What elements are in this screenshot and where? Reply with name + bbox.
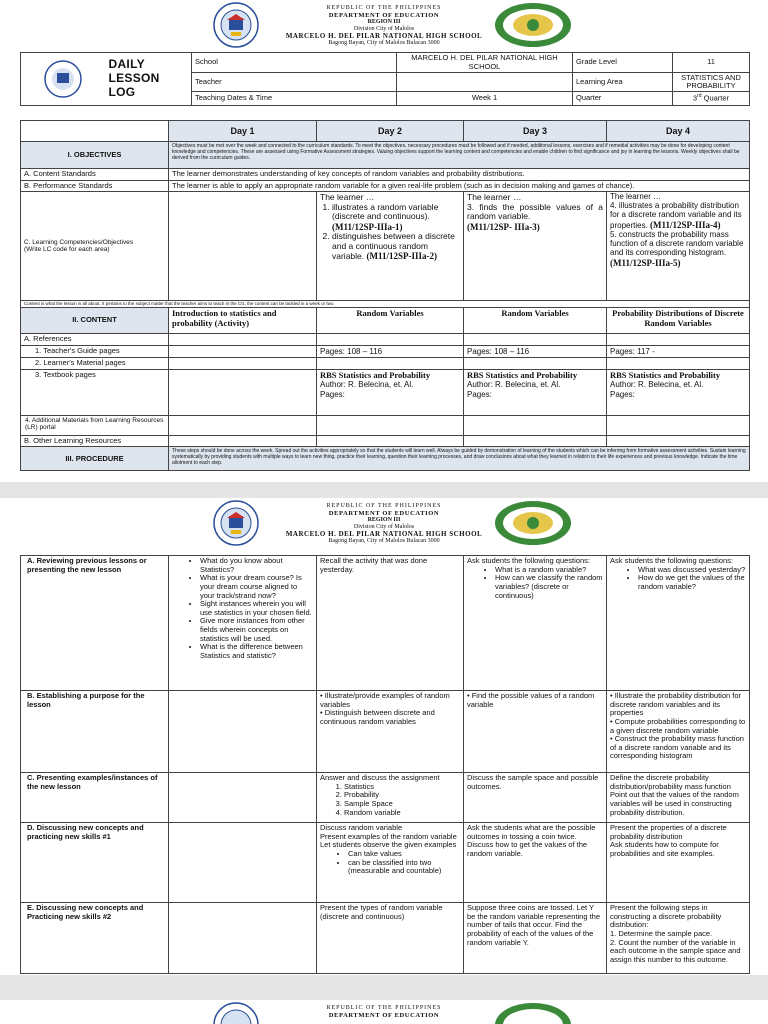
- empty-cell: [464, 415, 607, 435]
- row-b-day3: • Find the possible values of a random variable: [464, 691, 607, 773]
- competency-intro: The learner …: [467, 192, 522, 203]
- quarter-word: Quarter: [701, 93, 730, 103]
- additional-materials-label: 4. Additional Materials from Learning Resources (LR) portal: [21, 415, 169, 435]
- competency-intro: The learner …: [610, 192, 662, 202]
- row-b-day2: [317, 691, 464, 773]
- procedure-note: These steps should be done across the week. Spread out the activities appropriately so that the students will learn well. Always be guided by demonstration of learning of the students which can be inferring from formative assessment activities. Sustain learning systematically by providing students with multiple ways to learn new thing, practice their learning, question their learning processes, and draw conclusions about what they learned in relation to their life experiences and previous knowledge. Indicate the time allotment to each step.: [169, 447, 750, 471]
- dates-value: Week 1: [397, 92, 573, 106]
- row-a-day4: [607, 556, 750, 691]
- list-item: Present the properties of a discrete probability distribution: [610, 823, 727, 841]
- letterhead-republic: REPUBLIC OF THE PHILIPPINES: [326, 5, 442, 11]
- tb-author: Author: R. Belecina, et. Al.: [610, 380, 704, 390]
- list-item: Present examples of the random variable: [320, 831, 457, 841]
- empty-cell: [169, 691, 317, 773]
- school-value: MARCELO H. DEL PILAR NATIONAL HIGH SCHOOL: [397, 53, 573, 73]
- tb-label: 3. Textbook pages: [21, 369, 169, 415]
- list-item: • What was discussed yesterday?: [638, 566, 746, 575]
- tb-day2: [317, 369, 464, 415]
- list-item: 2. Count the number of the variable in each outcome in the sample space and assign this number to this outcome.: [610, 937, 741, 964]
- row-a-label: A. Reviewing previous lessons or presenting the new lesson: [21, 556, 169, 691]
- competencies-label: C. Learning Competencies/Objectives: [24, 238, 134, 246]
- list-item: • What do you know about Statistics?: [200, 557, 313, 574]
- letterhead-republic: REPUBLIC OF THE PHILIPPINES: [326, 1005, 442, 1011]
- content-day1: Introduction to statistics and probability (Activity): [169, 308, 317, 334]
- area-value: STATISTICS AND PROBABILITY: [673, 73, 750, 92]
- row-c-day4: [607, 773, 750, 823]
- empty-cell: [464, 358, 607, 370]
- list-item: • How do we get the values of the random variable?: [638, 574, 746, 591]
- competencies-sublabel: (Write LC code for each area): [24, 246, 110, 254]
- competencies-day2: [317, 192, 464, 301]
- list-item: • Illustrate the probability distribution for discrete random variables and its properties: [610, 691, 742, 718]
- document-page-2: [0, 498, 768, 975]
- tg-day2: Pages: 108 – 116: [317, 345, 464, 357]
- row-e-label: E. Discussing new concepts and Practicing new skills #2: [21, 903, 169, 974]
- letterhead-region: REGION III: [367, 19, 401, 25]
- corner-cell: [21, 121, 169, 142]
- competency-text: distinguishes between a discrete and a continuous random variable.: [332, 231, 455, 262]
- competencies-day1: [169, 192, 317, 301]
- empty-cell: [169, 334, 317, 346]
- content-day2: Random Variables: [317, 308, 464, 334]
- day-header: Day 3: [464, 121, 607, 142]
- content-standards-text: The learner demonstrates understanding of key concepts of random variables and probability distributions.: [169, 169, 750, 181]
- letterhead-department: DEPARTMENT OF EDUCATION: [328, 1012, 440, 1019]
- document-page-1: [0, 0, 768, 482]
- empty-cell: [317, 358, 464, 370]
- dll-title-cell: [106, 53, 192, 106]
- empty-cell: [169, 345, 317, 357]
- tb-title: RBS Statistics and Probability: [320, 369, 431, 380]
- list-item: • What is your dream course? Is your dream course aligned to your track/strand now?: [200, 574, 313, 600]
- tb-title: RBS Statistics and Probability: [610, 369, 721, 380]
- competency-intro: The learner …: [320, 192, 375, 203]
- row-e-day4: [607, 903, 750, 974]
- empty-cell: [169, 435, 317, 447]
- tb-author: Author: R. Belecina, et. Al.: [467, 380, 561, 390]
- content-day3: Random Variables: [464, 308, 607, 334]
- lesson-table: [20, 120, 750, 471]
- school-seal-icon: [493, 2, 573, 48]
- dll-title: DAILY LESSON LOG: [108, 57, 160, 99]
- letterhead-address: Bagong Bayan, City of Malolos Bulacan 3000: [328, 40, 440, 46]
- row-c-label: C. Presenting examples/instances of the new lesson: [21, 773, 169, 823]
- school-seal-icon: [493, 500, 573, 546]
- tb-pages: Pages:: [610, 389, 635, 399]
- list-intro: Ask students the following questions:: [467, 556, 590, 565]
- competencies-day3: [464, 192, 607, 301]
- deped-small-seal-icon: [43, 59, 83, 99]
- list-item: Define the discrete probability distribution/probability mass function: [610, 773, 731, 791]
- list-item: • What is a random variable?: [495, 566, 603, 575]
- competency-code: (M11/12SP-IIIa-5): [610, 257, 681, 268]
- competency-code: (M11/12SP- IIIa-3): [467, 221, 540, 232]
- dll-logo-cell: [21, 53, 106, 106]
- grade-label: Grade Level: [573, 53, 673, 73]
- empty-cell: [464, 334, 607, 346]
- competency-text: 4. illustrates a probability distribution for a discrete random variable and its properties.: [610, 201, 742, 231]
- row-b-day4: [607, 691, 750, 773]
- list-item: • Sight instances wherein you will use statistics in your chosen field.: [200, 600, 313, 617]
- day-header: Day 4: [607, 121, 750, 142]
- tb-pages: Pages:: [320, 389, 345, 399]
- list-item: Let students observe the given examples: [320, 840, 457, 850]
- content-standards-label: A. Content Standards: [21, 169, 169, 181]
- tg-label: 1. Teacher's Guide pages: [21, 345, 169, 357]
- list-item: 4. Random variable: [344, 809, 460, 818]
- school-seal-icon: [493, 1002, 573, 1024]
- performance-standards-label: B. Performance Standards: [21, 180, 169, 192]
- list-item: • Give more instances from other fields wherein concepts on statistics will be used.: [200, 617, 313, 643]
- empty-cell: [464, 435, 607, 447]
- row-d-day2: [317, 823, 464, 903]
- list-item: • can be classified into two (measurable and countable): [348, 859, 460, 876]
- competencies-day4: [607, 192, 750, 301]
- row-d-day3: Ask the students what are the possible outcomes in tossing a coin twice. Discuss how to get the values of the random variable.: [464, 823, 607, 903]
- list-item: • What is the difference between Statistics and statistic?: [200, 643, 313, 660]
- tb-title: RBS Statistics and Probability: [467, 369, 578, 380]
- list-intro: Answer and discuss the assignment: [320, 773, 440, 782]
- teacher-value: [397, 73, 573, 92]
- list-item: • How can we classify the random variables? (discrete or continuous): [495, 574, 603, 600]
- teacher-label: Teacher: [192, 73, 397, 92]
- empty-cell: [169, 415, 317, 435]
- list-item: • Distinguish between discrete and continuous random variables: [320, 708, 435, 726]
- empty-cell: [607, 334, 750, 346]
- competency-item: [332, 203, 460, 233]
- list-item: 2. Probability: [344, 791, 460, 800]
- quarter-label: Quarter: [573, 92, 673, 106]
- competencies-label-cell: [21, 192, 169, 301]
- empty-cell: [169, 358, 317, 370]
- letterhead-department: DEPARTMENT OF EDUCATION: [328, 12, 440, 19]
- row-e-day2: Present the types of random variable (discrete and continuous): [317, 903, 464, 974]
- dates-label: Teaching Dates & Time: [192, 92, 397, 106]
- letterhead-division: Division City of Malolos: [353, 524, 415, 530]
- empty-cell: [607, 415, 750, 435]
- letterhead-region: REGION III: [367, 517, 401, 523]
- content-note: Content is what the lesson is all about. It pertains to the subject matter that the teacher aims to teach in the CG, the content can be tackled in a week or two.: [21, 301, 750, 308]
- row-e-day3: Suppose three coins are tossed. Let Y be the random variable representing the number of tails that occur. Find the probability of each of the values of the random variable Y.: [464, 903, 607, 974]
- grade-value: 11: [673, 53, 750, 73]
- objectives-label: I. OBJECTIVES: [21, 142, 169, 169]
- letterhead: [0, 0, 768, 52]
- row-d-day4: [607, 823, 750, 903]
- list-item: 1. Statistics: [344, 783, 460, 792]
- competency-item: [332, 232, 460, 262]
- list-item: • Illustrate/provide examples of random variables: [320, 691, 450, 709]
- letterhead-republic: REPUBLIC OF THE PHILIPPINES: [326, 503, 442, 509]
- list-item: • Construct the probability mass function of a discrete random variable and its corresponding histogram: [610, 734, 744, 761]
- empty-cell: [317, 435, 464, 447]
- tg-day4: Pages: 117 -: [607, 345, 750, 357]
- day-header: Day 1: [169, 121, 317, 142]
- other-resources-label: B. Other Learning Resources: [21, 435, 169, 447]
- tb-day4: [607, 369, 750, 415]
- empty-cell: [607, 358, 750, 370]
- list-item: Discuss random variable: [320, 823, 403, 832]
- list-item: • Compute probabilities corresponding to a given discrete random variable: [610, 716, 746, 735]
- empty-cell: [317, 415, 464, 435]
- letterhead-school: MARCELO H. DEL PILAR NATIONAL HIGH SCHOOL: [285, 32, 483, 40]
- empty-cell: [607, 435, 750, 447]
- list-item: Present the following steps in constructing a discrete probability distribution:: [610, 903, 722, 930]
- row-c-day3: Discuss the sample space and possible outcomes.: [464, 773, 607, 823]
- content-label: II. CONTENT: [21, 308, 169, 334]
- empty-cell: [169, 823, 317, 903]
- lm-label: 2. Learner's Material pages: [21, 358, 169, 370]
- letterhead-school: MARCELO H. DEL PILAR NATIONAL HIGH SCHOOL: [285, 530, 483, 538]
- quarter-value: [673, 92, 750, 106]
- letterhead-division: Division City of Malolos: [353, 26, 415, 32]
- school-label: School: [192, 53, 397, 73]
- row-c-day2: [317, 773, 464, 823]
- procedure-label: III. PROCEDURE: [21, 447, 169, 471]
- quarter-number: 3: [692, 93, 698, 103]
- letterhead: [0, 498, 768, 550]
- area-label: Learning Area: [573, 73, 673, 92]
- tg-day3: Pages: 108 – 116: [464, 345, 607, 357]
- letterhead-address: Bagong Bayan, City of Malolos Bulacan 3000: [328, 538, 440, 544]
- day-header: Day 2: [317, 121, 464, 142]
- row-d-label: D. Discussing new concepts and practicing new skills #1: [21, 823, 169, 903]
- row-a-day1: [169, 556, 317, 691]
- empty-cell: [169, 773, 317, 823]
- document-page-3: [0, 1000, 768, 1024]
- competency-text: 5. constructs the probability mass function of a discrete random variable and its corresponding histogram.: [610, 230, 744, 257]
- competency-text: 3. finds the possible values of a random variable.: [467, 201, 603, 222]
- header-table: [20, 52, 750, 106]
- row-b-label: B. Establishing a purpose for the lesson: [21, 691, 169, 773]
- list-intro: Ask students the following questions:: [610, 556, 733, 565]
- row-a-day3: [464, 556, 607, 691]
- empty-cell: [317, 334, 464, 346]
- competency-code: (M11/12SP-IIIa-2): [366, 251, 438, 262]
- list-item: Point out that the values of the random variables will be used in constructing probability distribution.: [610, 790, 739, 817]
- letterhead-department: DEPARTMENT OF EDUCATION: [328, 510, 440, 517]
- tb-author: Author: R. Belecina, et. Al.: [320, 380, 414, 390]
- references-label: A. References: [21, 334, 169, 346]
- row-a-day2: Recall the activity that was done yesterday.: [317, 556, 464, 691]
- objectives-note: Objectives must be met over the week and connected to the curriculum standards. To meet the objectives, necessary procedures must be followed and if needed, additional lessons, exercises and if remedial activities may be done for developing content knowledge and competencies. These are assessed using Formative Assessment strategies. Valuing objectives support the learning content and competencies and enable children to find significance and joy in learning the lessons. Weekly objectives shall be derived from the curriculum guides.: [169, 142, 750, 169]
- tb-day3: [464, 369, 607, 415]
- quarter-suffix: rd: [697, 92, 702, 99]
- tb-pages: Pages:: [467, 389, 492, 399]
- letterhead: [0, 1000, 768, 1024]
- empty-cell: [169, 369, 317, 415]
- content-day4: Probability Distributions of Discrete Random Variables: [607, 308, 750, 334]
- competency-code: (M11/12SP-IIIa-4): [650, 220, 721, 231]
- empty-cell: [169, 903, 317, 974]
- list-item: • Can take values: [348, 850, 460, 859]
- competency-text: illustrates a random variable (discrete and continuous).: [332, 201, 439, 222]
- list-item: 1. Determine the sample pace.: [610, 928, 713, 938]
- performance-standards-text: The learner is able to apply an appropriate random variable for a given real-life problem (such as in decision making and games of chance).: [169, 180, 750, 192]
- list-item: 3. Sample Space: [344, 800, 460, 809]
- procedure-table: [20, 555, 750, 974]
- list-item: Ask students how to compute for probabilities and site examples.: [610, 840, 719, 858]
- competency-code: (M11/12SP-IIIa-1): [332, 221, 403, 232]
